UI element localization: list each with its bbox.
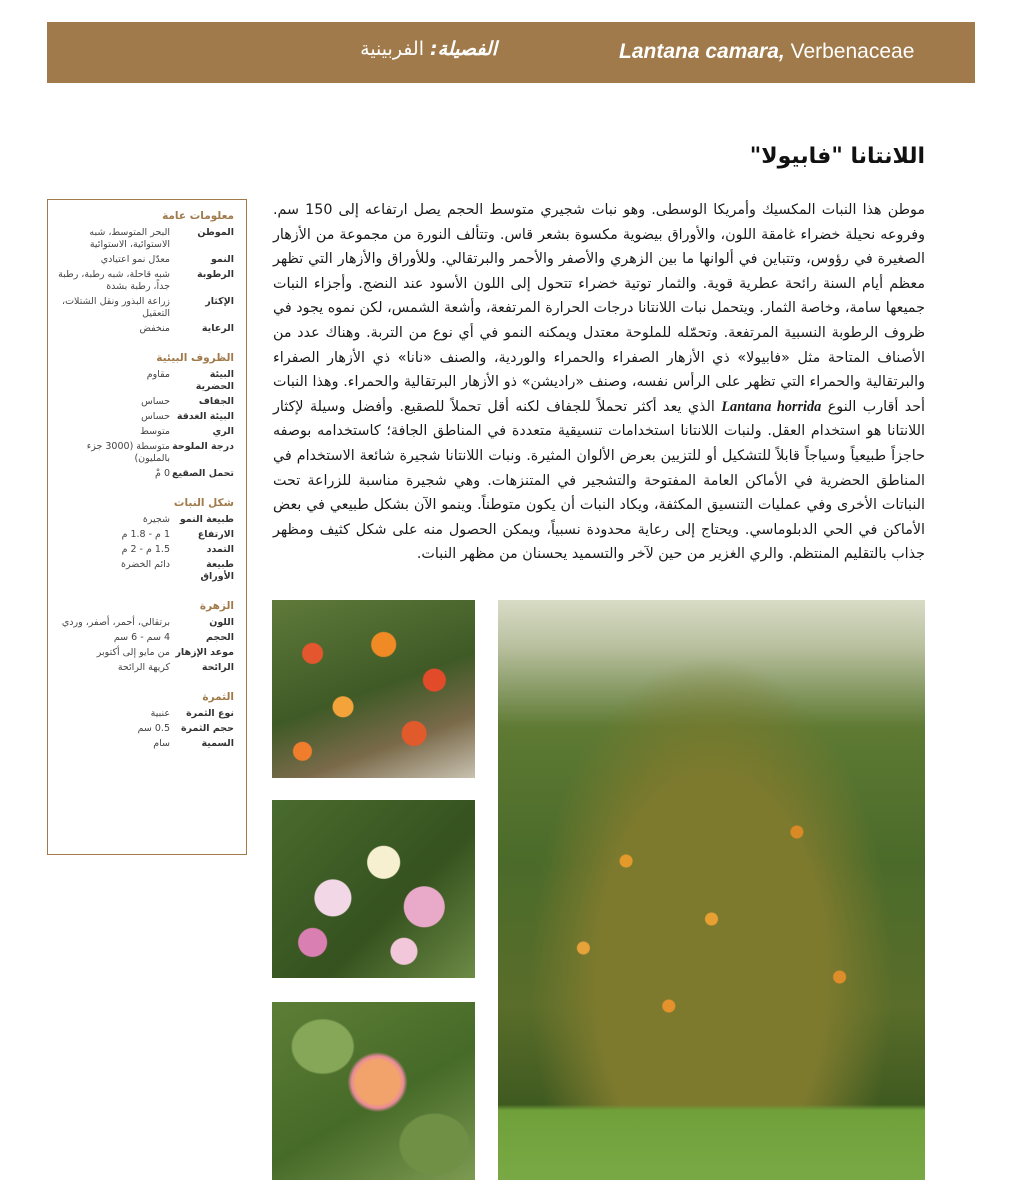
sidebar-row-label: اللون xyxy=(209,617,234,628)
sidebar-row-label: الرطوبة xyxy=(197,269,234,280)
sidebar-row xyxy=(56,254,234,266)
sidebar-row xyxy=(56,617,234,629)
sidebar-row-label: الرعاية xyxy=(201,323,234,334)
sidebar-row-label: الموطن xyxy=(197,227,234,238)
family-label: الفصيلة: xyxy=(430,38,497,60)
sidebar-row xyxy=(56,632,234,644)
family-latin: Verbenaceae xyxy=(790,40,915,63)
sidebar-row-value: معدّل نمو اعتيادي xyxy=(100,254,170,265)
photo-pink-white-flowers xyxy=(272,800,475,978)
sidebar-row-label: طبيعة الأوراق xyxy=(200,559,234,582)
description-part-2: الذي يعد أكثر تحملاً للجفاف لكنه أقل تحملاً للصقيع. وأفضل وسيلة لإكثار اللانتانا هو استخدام العقل. ولنبات اللانتانا استخدامات تنسيقية متعددة في المناطق الجافة؛ كاستخدامه بوصفه حاجزاً طبيعياً وسياجاً قابلاً للتشكيل أو للتزيين بعرض الألوان المثيرة. ونبات اللانتانا شجيرة شائعة الاستخدام في المناطق الحضرية في الأماكن العامة المفتوحة والتشجير في المتنزهات. وهي شجيرة مناسبة للزراعة تحت النباتات الأخرى وفي عمليات التنسيق المكثفة، ويكاد النبات أن يكون متوطناً. وينمو الآن بشكل طبيعي في بعض الأماكن في الحي الدبلوماسي. ويحتاج إلى رعاية محدودة نسبياً، ويمكن الحصول منه على شكل كثيف ومظهر جذاب بالتقليم المنتظم. والري الغزير من حين لآخر والتسميد يحسنان من مظهر النبات. xyxy=(273,398,925,563)
sidebar-row-label: الرائحة xyxy=(201,662,234,673)
sidebar-row-label: الإكثار xyxy=(205,296,234,307)
sidebar-row xyxy=(56,426,234,438)
sidebar-row-label: النمو xyxy=(210,254,234,265)
sidebar-row-value: حساس xyxy=(141,411,170,422)
sidebar-section xyxy=(56,352,234,480)
description-text xyxy=(273,198,925,567)
sidebar-row-value: زراعة البذور ونقل الشتلات، التعقيل xyxy=(62,296,170,319)
sidebar-row-value: متوسطة (3000 جزء بالمليون) xyxy=(86,441,170,464)
sidebar-row-value: كريهة الرائحة xyxy=(117,662,170,673)
sidebar-row-label: الحجم xyxy=(206,632,234,643)
sidebar-row-label: موعد الإزهار xyxy=(175,647,234,658)
sidebar-row-value: شبه قاحلة، شبه رطبة، رطبة جداً، رطبة بشدة xyxy=(58,269,170,292)
sidebar-row-value: من مايو إلى أكتوبر xyxy=(96,647,170,658)
sidebar-row-label: طبيعة النمو xyxy=(179,514,234,525)
sidebar-row-value: عنبية xyxy=(150,708,170,719)
plant-info-sidebar xyxy=(47,199,247,855)
sidebar-section-title: شكل النبات xyxy=(173,497,234,509)
description-part-1: موطن هذا النبات المكسيك وأمريكا الوسطى. وهو نبات شجيري متوسط الحجم يصل ارتفاعه إلى 150 سم. وفروعه نحيلة خضراء غامقة اللون، والأوراق بيضوية مكسوة بشعر قاس. وتتألف النورة من مجموعة من الأزهار الصغيرة في رؤوس، وتتباين في ألوانها ما بين الزهري والأصفر والأحمر والبرتقالي. وللأوراق والأزهار التي تظهر معظم أيام السنة رائحة عطرية قوية. والثمار توتية خضراء تتحول إلى اللون الأسود عند النضج. وأجزاء النبات جميعها سامة، وخاصة الثمار. ويتحمل نبات اللانتانا درجات الحرارة المرتفعة، وأشعة الشمس، لكن نموه يجود في ظروف الرطوبة النسبية المرتفعة. وتحمّله للملوحة معتدل ويمكنه النمو في أي نوع من التربة. وهناك عدد من الأصناف المتاحة مثل «فابيولا» ذي الأزهار الصفراء والحمراء والوردية، والصنف «نانا» ذي الأزهار الصفراء والبرتقالية والحمراء التي تظهر على الرأس نفسه، وصنف «راديشن» ذو الأزهار البرتقالية والحمراء. وهذا النبات أحد أقارب النوع xyxy=(273,202,926,415)
sidebar-row-label: البيئة الغدقة xyxy=(176,411,234,422)
sidebar-row xyxy=(56,227,234,251)
sidebar-row-value: سام xyxy=(153,738,170,749)
sidebar-row-label: نوع الثمرة xyxy=(186,708,234,719)
sidebar-row-value: برتقالي، أحمر، أصفر، وردي xyxy=(61,617,170,628)
sidebar-row xyxy=(56,529,234,541)
sidebar-row xyxy=(56,514,234,526)
sidebar-row xyxy=(56,323,234,335)
photo-single-flower-head xyxy=(272,1002,475,1180)
sidebar-row xyxy=(56,269,234,293)
sidebar-section xyxy=(56,497,234,583)
sidebar-row xyxy=(56,647,234,659)
latin-binomial: Lantana camara, xyxy=(619,40,785,63)
page-title: اللانتانا "فابيولا" xyxy=(749,144,925,169)
sidebar-row-value: 1.5 م - 2 م xyxy=(121,544,170,555)
sidebar-row-value: 1 م - 1.8 م xyxy=(121,529,170,540)
sidebar-row-value: البحر المتوسط، شبه الاستوائية، الاستوائية xyxy=(89,227,170,250)
sidebar-row-value: دائم الخضرة xyxy=(121,559,170,570)
latin-inline-name: Lantana horrida xyxy=(721,398,822,415)
photo-orange-flowers xyxy=(272,600,475,778)
sidebar-section xyxy=(56,600,234,674)
sidebar-row-label: البيئة الحضرية xyxy=(195,369,234,392)
sidebar-row-value: 0.5 سم xyxy=(137,723,170,734)
sidebar-row-value: 4 سم - 6 سم xyxy=(113,632,170,643)
sidebar-row xyxy=(56,396,234,408)
sidebar-row-value: منخفض xyxy=(139,323,170,334)
family-arabic xyxy=(360,38,497,60)
sidebar-row-value: شجيرة xyxy=(142,514,170,525)
header-banner xyxy=(47,22,975,83)
sidebar-row-label: السمية xyxy=(201,738,234,749)
sidebar-row xyxy=(56,296,234,320)
sidebar-section xyxy=(56,210,234,335)
sidebar-row-label: تحمل الصقيع xyxy=(172,468,234,479)
sidebar-section-title: معلومات عامة xyxy=(162,210,234,222)
sidebar-row xyxy=(56,369,234,393)
sidebar-row-label: درجة الملوحة xyxy=(172,441,234,452)
sidebar-row xyxy=(56,468,234,480)
sidebar-row xyxy=(56,723,234,735)
sidebar-row-label: حجم الثمرة xyxy=(180,723,234,734)
sidebar-row xyxy=(56,544,234,556)
sidebar-row xyxy=(56,708,234,720)
sidebar-row xyxy=(56,441,234,465)
sidebar-row-label: الجفاف xyxy=(198,396,234,407)
sidebar-row-value: حساس xyxy=(141,396,170,407)
sidebar-row-label: الري xyxy=(212,426,234,437)
sidebar-row xyxy=(56,559,234,583)
species-latin-name xyxy=(619,40,914,64)
sidebar-row-value: مقاوم xyxy=(146,369,170,380)
sidebar-row-value: 0 مْ xyxy=(155,468,170,479)
family-arabic-name: الفربينية xyxy=(360,38,424,60)
sidebar-section-title: الظروف البيئية xyxy=(156,352,234,364)
sidebar-section-title: الزهرة xyxy=(199,600,234,612)
sidebar-section xyxy=(56,691,234,750)
sidebar-row-value: متوسط xyxy=(140,426,170,437)
sidebar-row xyxy=(56,411,234,423)
sidebar-row-label: الارتفاع xyxy=(197,529,234,540)
sidebar-section-title: الثمرة xyxy=(202,691,234,703)
sidebar-row xyxy=(56,738,234,750)
photo-lantana-hedge xyxy=(498,600,925,1180)
sidebar-row-label: التمدد xyxy=(206,544,234,555)
sidebar-row xyxy=(56,662,234,674)
